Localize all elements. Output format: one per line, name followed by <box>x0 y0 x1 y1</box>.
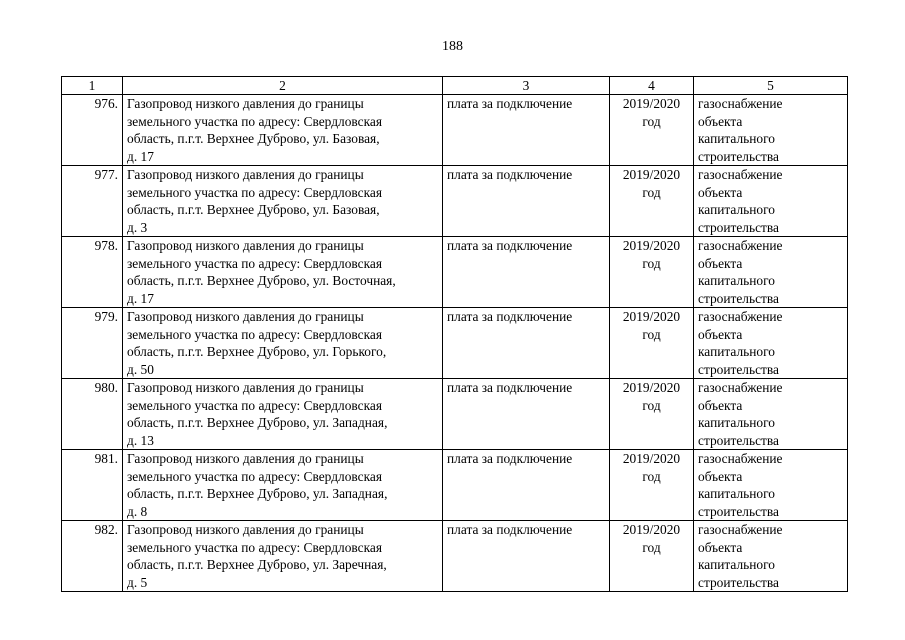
row-number: 977. <box>62 166 123 237</box>
payment-type: плата за подключение <box>443 166 610 237</box>
purpose-line: газоснабжение <box>698 167 783 182</box>
description-line: д. 50 <box>127 361 154 377</box>
purpose-line: строительства <box>698 574 779 590</box>
purpose <box>694 450 848 521</box>
description-line: Газопровод низкого давления до границы <box>127 167 364 182</box>
row-number: 981. <box>62 450 123 521</box>
purpose-line: строительства <box>698 290 779 306</box>
payment-type: плата за подключение <box>443 308 610 379</box>
period <box>610 237 694 308</box>
object-description <box>123 450 443 521</box>
description-line: область, п.г.т. Верхнее Дуброво, ул. Базовая, <box>127 202 380 217</box>
description-line: область, п.г.т. Верхнее Дуброво, ул. Заречная, <box>127 557 387 572</box>
header-col-3: 3 <box>443 77 610 95</box>
description-line: д. 13 <box>127 432 154 448</box>
row-number: 980. <box>62 379 123 450</box>
purpose-line: газоснабжение <box>698 238 783 253</box>
description-line: Газопровод низкого давления до границы <box>127 451 364 466</box>
purpose <box>694 166 848 237</box>
purpose-line: строительства <box>698 503 779 519</box>
period-line: год <box>642 539 661 555</box>
description-line: д. 3 <box>127 219 148 235</box>
description-line: Газопровод низкого давления до границы <box>127 380 364 395</box>
period-line: 2019/2020 <box>622 96 681 111</box>
description-line: Газопровод низкого давления до границы <box>127 522 364 537</box>
purpose <box>694 237 848 308</box>
description-line: земельного участка по адресу: Свердловская <box>127 539 382 555</box>
row-number: 982. <box>62 521 123 592</box>
period <box>610 308 694 379</box>
purpose <box>694 95 848 166</box>
purpose-line: строительства <box>698 219 779 235</box>
period-line: 2019/2020 <box>622 522 681 537</box>
period <box>610 450 694 521</box>
purpose-line: газоснабжение <box>698 522 783 537</box>
period-line: год <box>642 397 661 413</box>
purpose <box>694 308 848 379</box>
payment-type: плата за подключение <box>443 521 610 592</box>
description-line: земельного участка по адресу: Свердловская <box>127 326 382 342</box>
purpose-line: строительства <box>698 148 779 164</box>
purpose-line: газоснабжение <box>698 451 783 466</box>
description-line: область, п.г.т. Верхнее Дуброво, ул. Восточная, <box>127 273 396 288</box>
header-col-1: 1 <box>62 77 123 95</box>
purpose-line: строительства <box>698 432 779 448</box>
purpose-line: объекта <box>698 468 743 484</box>
purpose-line: капитального <box>698 273 775 288</box>
purpose-line: капитального <box>698 344 775 359</box>
object-description <box>123 166 443 237</box>
row-number: 978. <box>62 237 123 308</box>
payment-type: плата за подключение <box>443 450 610 521</box>
description-line: область, п.г.т. Верхнее Дуброво, ул. Базовая, <box>127 131 380 146</box>
purpose-line: объекта <box>698 113 743 129</box>
description-line: земельного участка по адресу: Свердловская <box>127 113 382 129</box>
table-row <box>62 450 848 521</box>
purpose-line: капитального <box>698 557 775 572</box>
period-line: 2019/2020 <box>622 451 681 466</box>
table-row <box>62 379 848 450</box>
purpose-line: объекта <box>698 184 743 200</box>
payment-type: плата за подключение <box>443 379 610 450</box>
description-line: Газопровод низкого давления до границы <box>127 309 364 324</box>
object-description <box>123 237 443 308</box>
purpose-line: капитального <box>698 486 775 501</box>
period-line: 2019/2020 <box>622 309 681 324</box>
period-line: год <box>642 113 661 129</box>
description-line: земельного участка по адресу: Свердловская <box>127 184 382 200</box>
table-row <box>62 166 848 237</box>
period-line: год <box>642 326 661 342</box>
description-line: земельного участка по адресу: Свердловская <box>127 468 382 484</box>
purpose-line: газоснабжение <box>698 309 783 324</box>
purpose-line: объекта <box>698 539 743 555</box>
payment-type: плата за подключение <box>443 237 610 308</box>
table-row <box>62 308 848 379</box>
table-body <box>62 77 848 592</box>
purpose-line: капитального <box>698 202 775 217</box>
period <box>610 521 694 592</box>
period-line: 2019/2020 <box>622 167 681 182</box>
description-line: земельного участка по адресу: Свердловская <box>127 397 382 413</box>
object-description <box>123 521 443 592</box>
description-line: область, п.г.т. Верхнее Дуброво, ул. Горького, <box>127 344 387 359</box>
description-line: Газопровод низкого давления до границы <box>127 96 364 111</box>
description-line: земельного участка по адресу: Свердловская <box>127 255 382 271</box>
period-line: год <box>642 184 661 200</box>
period-line: 2019/2020 <box>622 238 681 253</box>
object-description <box>123 95 443 166</box>
data-table <box>61 76 848 592</box>
description-line: д. 5 <box>127 574 148 590</box>
purpose-line: объекта <box>698 397 743 413</box>
period <box>610 95 694 166</box>
header-col-5: 5 <box>694 77 848 95</box>
purpose-line: газоснабжение <box>698 96 783 111</box>
header-col-4: 4 <box>610 77 694 95</box>
table-row <box>62 237 848 308</box>
description-line: д. 17 <box>127 148 154 164</box>
object-description <box>123 308 443 379</box>
description-line: область, п.г.т. Верхнее Дуброво, ул. Западная, <box>127 486 388 501</box>
object-description <box>123 379 443 450</box>
description-line: область, п.г.т. Верхнее Дуброво, ул. Западная, <box>127 415 388 430</box>
purpose-line: объекта <box>698 326 743 342</box>
purpose-line: газоснабжение <box>698 380 783 395</box>
period <box>610 166 694 237</box>
row-number: 979. <box>62 308 123 379</box>
period-line: 2019/2020 <box>622 380 681 395</box>
description-line: д. 17 <box>127 290 154 306</box>
description-line: д. 8 <box>127 503 148 519</box>
purpose-line: капитального <box>698 415 775 430</box>
table-row <box>62 95 848 166</box>
period <box>610 379 694 450</box>
row-number: 976. <box>62 95 123 166</box>
description-line: Газопровод низкого давления до границы <box>127 238 364 253</box>
purpose-line: строительства <box>698 361 779 377</box>
period-line: год <box>642 255 661 271</box>
table-row <box>62 521 848 592</box>
purpose <box>694 379 848 450</box>
table-header-row <box>62 77 848 95</box>
page-number: 188 <box>442 39 463 54</box>
purpose-line: объекта <box>698 255 743 271</box>
purpose <box>694 521 848 592</box>
payment-type: плата за подключение <box>443 95 610 166</box>
purpose-line: капитального <box>698 131 775 146</box>
period-line: год <box>642 468 661 484</box>
header-col-2: 2 <box>123 77 443 95</box>
